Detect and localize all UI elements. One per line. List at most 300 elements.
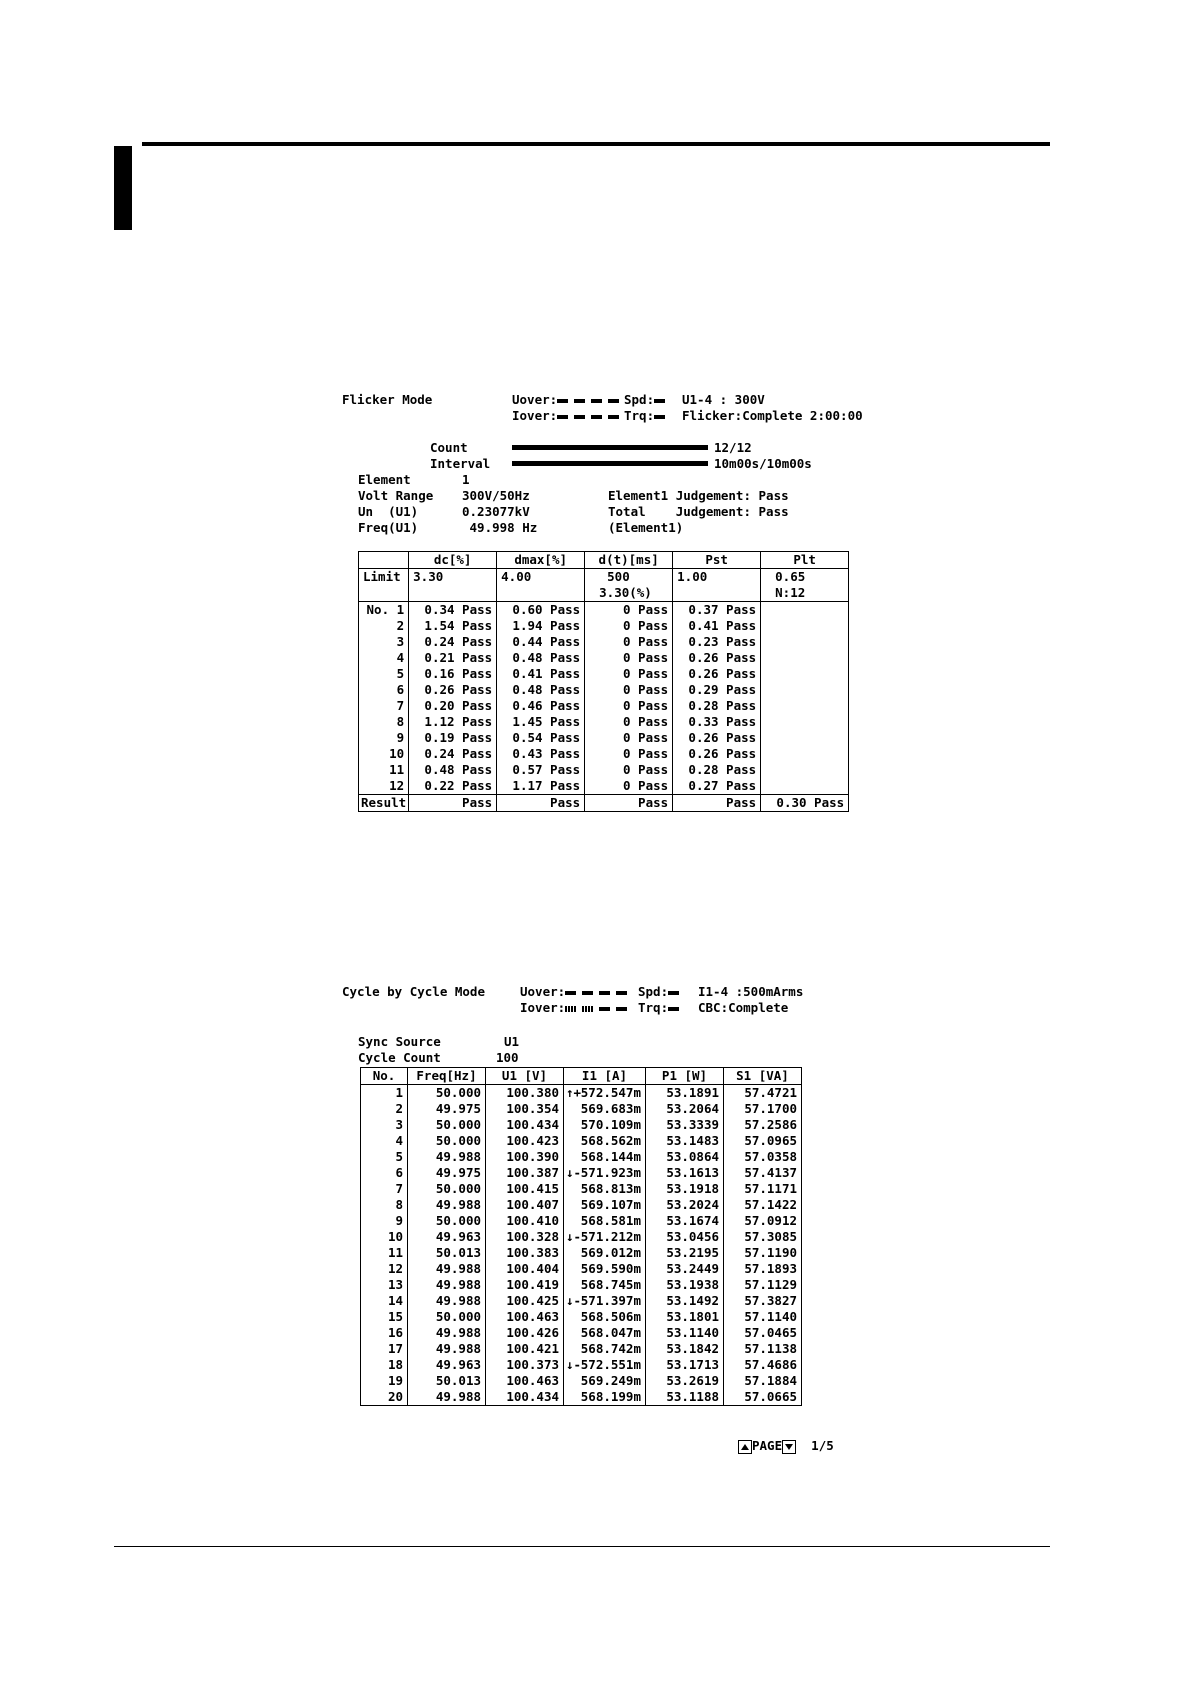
p1-cell: 53.2195 xyxy=(646,1245,724,1261)
row-number: 2 xyxy=(361,1101,408,1117)
u1-cell: 100.463 xyxy=(486,1373,564,1389)
s1-cell: 57.4721 xyxy=(724,1085,802,1102)
limit-plt: 0.65 xyxy=(761,569,849,586)
u1-cell: 100.404 xyxy=(486,1261,564,1277)
dt-cell: 0 Pass xyxy=(585,746,673,762)
result-dmax: Pass xyxy=(497,795,585,812)
pst-cell: 0.37 Pass xyxy=(673,602,761,619)
plt-cell xyxy=(761,714,849,730)
bottom-rule xyxy=(114,1546,1050,1547)
i1-cell xyxy=(564,1309,646,1325)
cbc-row xyxy=(361,1389,802,1406)
cbc-row xyxy=(361,1181,802,1197)
i1-value: 569.012m xyxy=(580,1245,641,1260)
row-number: 12 xyxy=(361,1261,408,1277)
row-number: 20 xyxy=(361,1389,408,1406)
dc-cell: 0.20 Pass xyxy=(409,698,497,714)
i1-cell xyxy=(564,1245,646,1261)
i1-value: 568.199m xyxy=(580,1389,641,1404)
header-cell: Pst xyxy=(673,552,761,569)
page-value: 1/5 xyxy=(811,1438,834,1453)
i1-cell xyxy=(564,1341,646,1357)
over-range-mark: ↓- xyxy=(566,1229,582,1244)
row-number: 19 xyxy=(361,1373,408,1389)
i1-cell xyxy=(564,1389,646,1406)
plt-cell xyxy=(761,618,849,634)
row-number: No. 1 xyxy=(359,602,409,619)
dt-cell: 0 Pass xyxy=(585,682,673,698)
page-down-icon[interactable] xyxy=(782,1440,796,1454)
flicker-row xyxy=(359,778,849,795)
volt-range-label: Volt Range xyxy=(358,488,434,503)
i1-cell xyxy=(564,1229,646,1245)
count-progress-bar xyxy=(512,445,708,450)
iover-indicator: Iover: xyxy=(520,1000,633,1015)
freq-cell: 49.988 xyxy=(408,1261,486,1277)
limit-pst: 1.00 xyxy=(673,569,761,586)
over-range-mark: ↑+ xyxy=(566,1085,582,1100)
freq-cell: 49.988 xyxy=(408,1293,486,1309)
flicker-row xyxy=(359,650,849,666)
dc-cell: 0.19 Pass xyxy=(409,730,497,746)
dt-cell: 0 Pass xyxy=(585,762,673,778)
u1-cell: 100.434 xyxy=(486,1389,564,1406)
s1-cell: 57.1893 xyxy=(724,1261,802,1277)
s1-cell: 57.0912 xyxy=(724,1213,802,1229)
dc-cell: 0.48 Pass xyxy=(409,762,497,778)
flicker-row xyxy=(359,682,849,698)
p1-cell: 53.1492 xyxy=(646,1293,724,1309)
p1-cell: 53.1713 xyxy=(646,1357,724,1373)
header-cell: S1 [VA] xyxy=(724,1068,802,1085)
cbc-row xyxy=(361,1373,802,1389)
pst-cell: 0.23 Pass xyxy=(673,634,761,650)
pst-cell: 0.28 Pass xyxy=(673,698,761,714)
range-label: I1-4 :500mArms xyxy=(698,984,804,999)
u1-cell: 100.390 xyxy=(486,1149,564,1165)
limit-plt-n: N:12 xyxy=(761,585,849,602)
i1-value: 569.683m xyxy=(580,1101,641,1116)
dt-cell: 0 Pass xyxy=(585,650,673,666)
result-row xyxy=(359,795,849,812)
flicker-header-row xyxy=(359,552,849,569)
flicker-row xyxy=(359,602,849,619)
p1-cell: 53.1891 xyxy=(646,1085,724,1102)
cbc-row xyxy=(361,1101,802,1117)
dmax-cell: 0.41 Pass xyxy=(497,666,585,682)
freq-cell: 50.000 xyxy=(408,1309,486,1325)
trq-indicator: Trq: xyxy=(624,408,671,423)
i1-cell xyxy=(564,1149,646,1165)
spd-indicator: Spd: xyxy=(638,984,685,999)
i1-value: 572.547m xyxy=(580,1085,641,1100)
dt-cell: 0 Pass xyxy=(585,698,673,714)
i1-cell xyxy=(564,1277,646,1293)
dmax-cell: 0.60 Pass xyxy=(497,602,585,619)
dc-cell: 0.22 Pass xyxy=(409,778,497,795)
interval-value: 10m00s/10m00s xyxy=(714,456,812,471)
u1-cell: 100.383 xyxy=(486,1245,564,1261)
s1-cell: 57.0665 xyxy=(724,1389,802,1406)
freq-value: 49.998 Hz xyxy=(462,520,538,535)
plt-cell xyxy=(761,650,849,666)
u1-cell: 100.425 xyxy=(486,1293,564,1309)
p1-cell: 53.1801 xyxy=(646,1309,724,1325)
spd-indicator: Spd: xyxy=(624,392,671,407)
freq-cell: 49.988 xyxy=(408,1197,486,1213)
flicker-row xyxy=(359,730,849,746)
u1-cell: 100.373 xyxy=(486,1357,564,1373)
s1-cell: 57.0965 xyxy=(724,1133,802,1149)
i1-value: 568.745m xyxy=(580,1277,641,1292)
row-number: 11 xyxy=(359,762,409,778)
plt-cell xyxy=(761,634,849,650)
row-number: 9 xyxy=(361,1213,408,1229)
limit-row-2 xyxy=(359,585,849,602)
plt-cell xyxy=(761,746,849,762)
u1-cell: 100.410 xyxy=(486,1213,564,1229)
plt-cell xyxy=(761,682,849,698)
s1-cell: 57.1190 xyxy=(724,1245,802,1261)
s1-cell: 57.3827 xyxy=(724,1293,802,1309)
freq-cell: 49.988 xyxy=(408,1277,486,1293)
header-cell: P1 [W] xyxy=(646,1068,724,1085)
i1-value: 569.107m xyxy=(580,1197,641,1212)
limit-dt-percent: 3.30(%) xyxy=(585,585,673,602)
row-number: 14 xyxy=(361,1293,408,1309)
p1-cell: 53.1674 xyxy=(646,1213,724,1229)
dmax-cell: 1.45 Pass xyxy=(497,714,585,730)
top-rule xyxy=(142,142,1050,146)
dmax-cell: 1.17 Pass xyxy=(497,778,585,795)
dt-cell: 0 Pass xyxy=(585,634,673,650)
flicker-row xyxy=(359,666,849,682)
i1-cell xyxy=(564,1293,646,1309)
dc-cell: 0.34 Pass xyxy=(409,602,497,619)
plt-cell xyxy=(761,730,849,746)
header-cell: d(t)[ms] xyxy=(585,552,673,569)
i1-cell xyxy=(564,1213,646,1229)
row-number: 4 xyxy=(361,1133,408,1149)
un-label: Un (U1) xyxy=(358,504,419,519)
dmax-cell: 0.54 Pass xyxy=(497,730,585,746)
dmax-cell: 0.43 Pass xyxy=(497,746,585,762)
i1-cell xyxy=(564,1197,646,1213)
trq-indicator: Trq: xyxy=(638,1000,685,1015)
sync-source-value: U1 xyxy=(504,1034,520,1049)
p1-cell: 53.1938 xyxy=(646,1277,724,1293)
row-number: 4 xyxy=(359,650,409,666)
header-cell: Freq[Hz] xyxy=(408,1068,486,1085)
row-number: 7 xyxy=(359,698,409,714)
empty-cell xyxy=(409,585,497,602)
u1-cell: 100.434 xyxy=(486,1117,564,1133)
dmax-cell: 0.48 Pass xyxy=(497,682,585,698)
freq-cell: 50.000 xyxy=(408,1213,486,1229)
dc-cell: 1.54 Pass xyxy=(409,618,497,634)
page-up-icon[interactable] xyxy=(738,1440,752,1454)
row-number: 8 xyxy=(359,714,409,730)
s1-cell: 57.1700 xyxy=(724,1101,802,1117)
row-number: 13 xyxy=(361,1277,408,1293)
cbc-row xyxy=(361,1293,802,1309)
cbc-row xyxy=(361,1085,802,1102)
freq-label: Freq(U1) xyxy=(358,520,419,535)
result-plt: 0.30 Pass xyxy=(761,795,849,812)
range-label: U1-4 : 300V xyxy=(682,392,765,407)
dc-cell: 0.21 Pass xyxy=(409,650,497,666)
sync-source-label: Sync Source xyxy=(358,1034,441,1049)
freq-cell: 49.975 xyxy=(408,1101,486,1117)
row-number: 5 xyxy=(361,1149,408,1165)
cbc-row xyxy=(361,1229,802,1245)
i1-cell xyxy=(564,1373,646,1389)
i1-value: 568.562m xyxy=(580,1133,641,1148)
interval-progress-bar xyxy=(512,461,708,466)
i1-cell xyxy=(564,1357,646,1373)
row-number: 6 xyxy=(361,1165,408,1181)
i1-value: 568.047m xyxy=(580,1325,641,1340)
pst-cell: 0.27 Pass xyxy=(673,778,761,795)
s1-cell: 57.1129 xyxy=(724,1277,802,1293)
pst-cell: 0.29 Pass xyxy=(673,682,761,698)
freq-cell: 50.000 xyxy=(408,1085,486,1102)
p1-cell: 53.2024 xyxy=(646,1197,724,1213)
freq-cell: 49.988 xyxy=(408,1341,486,1357)
result-dt: Pass xyxy=(585,795,673,812)
p1-cell: 53.2064 xyxy=(646,1101,724,1117)
i1-value: 570.109m xyxy=(580,1117,641,1132)
i1-value: 571.923m xyxy=(580,1165,641,1180)
row-number: 5 xyxy=(359,666,409,682)
cbc-row xyxy=(361,1245,802,1261)
cbc-row xyxy=(361,1341,802,1357)
freq-cell: 49.963 xyxy=(408,1229,486,1245)
s1-cell: 57.1171 xyxy=(724,1181,802,1197)
freq-cell: 49.963 xyxy=(408,1357,486,1373)
i1-value: 569.590m xyxy=(580,1261,641,1276)
cbc-header-row xyxy=(361,1068,802,1085)
freq-cell: 49.988 xyxy=(408,1325,486,1341)
cbc-row xyxy=(361,1309,802,1325)
pst-cell: 0.26 Pass xyxy=(673,730,761,746)
u1-cell: 100.415 xyxy=(486,1181,564,1197)
limit-dc: 3.30 xyxy=(409,569,497,586)
p1-cell: 53.0456 xyxy=(646,1229,724,1245)
freq-cell: 50.000 xyxy=(408,1181,486,1197)
dc-cell: 0.24 Pass xyxy=(409,634,497,650)
cbc-row xyxy=(361,1213,802,1229)
empty-cell xyxy=(359,585,409,602)
flicker-mode-title: Flicker Mode xyxy=(342,392,433,407)
dc-cell: 0.24 Pass xyxy=(409,746,497,762)
cbc-row xyxy=(361,1133,802,1149)
over-range-mark: ↓- xyxy=(566,1293,582,1308)
u1-cell: 100.423 xyxy=(486,1133,564,1149)
plt-cell xyxy=(761,666,849,682)
freq-cell: 49.988 xyxy=(408,1389,486,1406)
row-number: 10 xyxy=(359,746,409,762)
i1-cell xyxy=(564,1085,646,1102)
row-number: 6 xyxy=(359,682,409,698)
i1-value: 571.397m xyxy=(580,1293,641,1308)
i1-cell xyxy=(564,1325,646,1341)
count-value: 12/12 xyxy=(714,440,752,455)
flicker-table xyxy=(358,551,849,812)
cbc-row xyxy=(361,1261,802,1277)
header-cell: I1 [A] xyxy=(564,1068,646,1085)
p1-cell: 53.2619 xyxy=(646,1373,724,1389)
freq-cell: 49.988 xyxy=(408,1149,486,1165)
pst-cell: 0.26 Pass xyxy=(673,666,761,682)
row-number: 17 xyxy=(361,1341,408,1357)
u1-cell: 100.407 xyxy=(486,1197,564,1213)
cbc-row xyxy=(361,1277,802,1293)
s1-cell: 57.4686 xyxy=(724,1357,802,1373)
s1-cell: 57.3085 xyxy=(724,1229,802,1245)
i1-value: 568.581m xyxy=(580,1213,641,1228)
s1-cell: 57.1884 xyxy=(724,1373,802,1389)
p1-cell: 53.2449 xyxy=(646,1261,724,1277)
total-judgement: Total Judgement: Pass xyxy=(608,504,789,519)
pst-cell: 0.28 Pass xyxy=(673,762,761,778)
p1-cell: 53.1842 xyxy=(646,1341,724,1357)
plt-cell xyxy=(761,778,849,795)
i1-cell xyxy=(564,1181,646,1197)
u1-cell: 100.421 xyxy=(486,1341,564,1357)
limit-label: Limit xyxy=(359,569,409,586)
flicker-status: Flicker:Complete 2:00:00 xyxy=(682,408,863,423)
empty-cell xyxy=(497,585,585,602)
s1-cell: 57.2586 xyxy=(724,1117,802,1133)
s1-cell: 57.1140 xyxy=(724,1309,802,1325)
cbc-table xyxy=(360,1067,802,1406)
row-number: 3 xyxy=(361,1117,408,1133)
cbc-row xyxy=(361,1117,802,1133)
i1-cell xyxy=(564,1261,646,1277)
cbc-row xyxy=(361,1325,802,1341)
freq-cell: 50.000 xyxy=(408,1117,486,1133)
flicker-row xyxy=(359,746,849,762)
s1-cell: 57.0358 xyxy=(724,1149,802,1165)
row-number: 7 xyxy=(361,1181,408,1197)
chapter-side-bar xyxy=(114,146,132,230)
uover-indicator: Uover: xyxy=(520,984,633,999)
u1-cell: 100.380 xyxy=(486,1085,564,1102)
row-number: 2 xyxy=(359,618,409,634)
pst-cell: 0.33 Pass xyxy=(673,714,761,730)
over-range-mark: ↓- xyxy=(566,1357,582,1372)
iover-indicator: Iover: xyxy=(512,408,625,423)
s1-cell: 57.1138 xyxy=(724,1341,802,1357)
i1-value: 571.212m xyxy=(580,1229,641,1244)
dt-cell: 0 Pass xyxy=(585,778,673,795)
pst-cell: 0.26 Pass xyxy=(673,746,761,762)
i1-value: 572.551m xyxy=(580,1357,641,1372)
empty-cell xyxy=(673,585,761,602)
freq-cell: 50.013 xyxy=(408,1245,486,1261)
plt-cell xyxy=(761,762,849,778)
uover-indicator: Uover: xyxy=(512,392,625,407)
row-number: 3 xyxy=(359,634,409,650)
u1-cell: 100.426 xyxy=(486,1325,564,1341)
element-value: 1 xyxy=(462,472,470,487)
p1-cell: 53.1918 xyxy=(646,1181,724,1197)
s1-cell: 57.0465 xyxy=(724,1325,802,1341)
row-number: 10 xyxy=(361,1229,408,1245)
dc-cell: 1.12 Pass xyxy=(409,714,497,730)
row-number: 8 xyxy=(361,1197,408,1213)
p1-cell: 53.1188 xyxy=(646,1389,724,1406)
i1-value: 569.249m xyxy=(580,1373,641,1388)
u1-cell: 100.328 xyxy=(486,1229,564,1245)
flicker-row xyxy=(359,698,849,714)
cycle-count-label: Cycle Count xyxy=(358,1050,441,1065)
plt-cell xyxy=(761,602,849,619)
dmax-cell: 0.46 Pass xyxy=(497,698,585,714)
cbc-row xyxy=(361,1357,802,1373)
result-label: Result xyxy=(359,795,409,812)
flicker-row xyxy=(359,618,849,634)
limit-dmax: 4.00 xyxy=(497,569,585,586)
limit-row xyxy=(359,569,849,586)
flicker-row xyxy=(359,762,849,778)
over-range-mark: ↓- xyxy=(566,1165,582,1180)
i1-cell xyxy=(564,1165,646,1181)
i1-cell xyxy=(564,1101,646,1117)
i1-cell xyxy=(564,1133,646,1149)
s1-cell: 57.1422 xyxy=(724,1197,802,1213)
p1-cell: 53.3339 xyxy=(646,1117,724,1133)
header-cell: U1 [V] xyxy=(486,1068,564,1085)
result-pst: Pass xyxy=(673,795,761,812)
flicker-row xyxy=(359,714,849,730)
freq-cell: 50.000 xyxy=(408,1133,486,1149)
i1-value: 568.742m xyxy=(580,1341,641,1356)
page-control xyxy=(738,1438,834,1454)
row-number: 16 xyxy=(361,1325,408,1341)
cbc-row xyxy=(361,1197,802,1213)
freq-cell: 50.013 xyxy=(408,1373,486,1389)
judgement-element: (Element1) xyxy=(608,520,684,535)
row-number: 12 xyxy=(359,778,409,795)
flicker-row xyxy=(359,634,849,650)
plt-cell xyxy=(761,698,849,714)
pst-cell: 0.41 Pass xyxy=(673,618,761,634)
pst-cell: 0.26 Pass xyxy=(673,650,761,666)
p1-cell: 53.0864 xyxy=(646,1149,724,1165)
u1-cell: 100.387 xyxy=(486,1165,564,1181)
row-number: 11 xyxy=(361,1245,408,1261)
row-number: 9 xyxy=(359,730,409,746)
interval-label: Interval xyxy=(430,456,491,471)
s1-cell: 57.4137 xyxy=(724,1165,802,1181)
row-number: 1 xyxy=(361,1085,408,1102)
cbc-row xyxy=(361,1165,802,1181)
dmax-cell: 0.57 Pass xyxy=(497,762,585,778)
freq-cell: 49.975 xyxy=(408,1165,486,1181)
dmax-cell: 0.44 Pass xyxy=(497,634,585,650)
page-label: PAGE xyxy=(752,1438,783,1453)
dmax-cell: 0.48 Pass xyxy=(497,650,585,666)
cbc-mode-title: Cycle by Cycle Mode xyxy=(342,984,485,999)
i1-value: 568.506m xyxy=(580,1309,641,1324)
limit-dt: 500 xyxy=(585,569,673,586)
dt-cell: 0 Pass xyxy=(585,602,673,619)
p1-cell: 53.1483 xyxy=(646,1133,724,1149)
dmax-cell: 1.94 Pass xyxy=(497,618,585,634)
row-number: 18 xyxy=(361,1357,408,1373)
